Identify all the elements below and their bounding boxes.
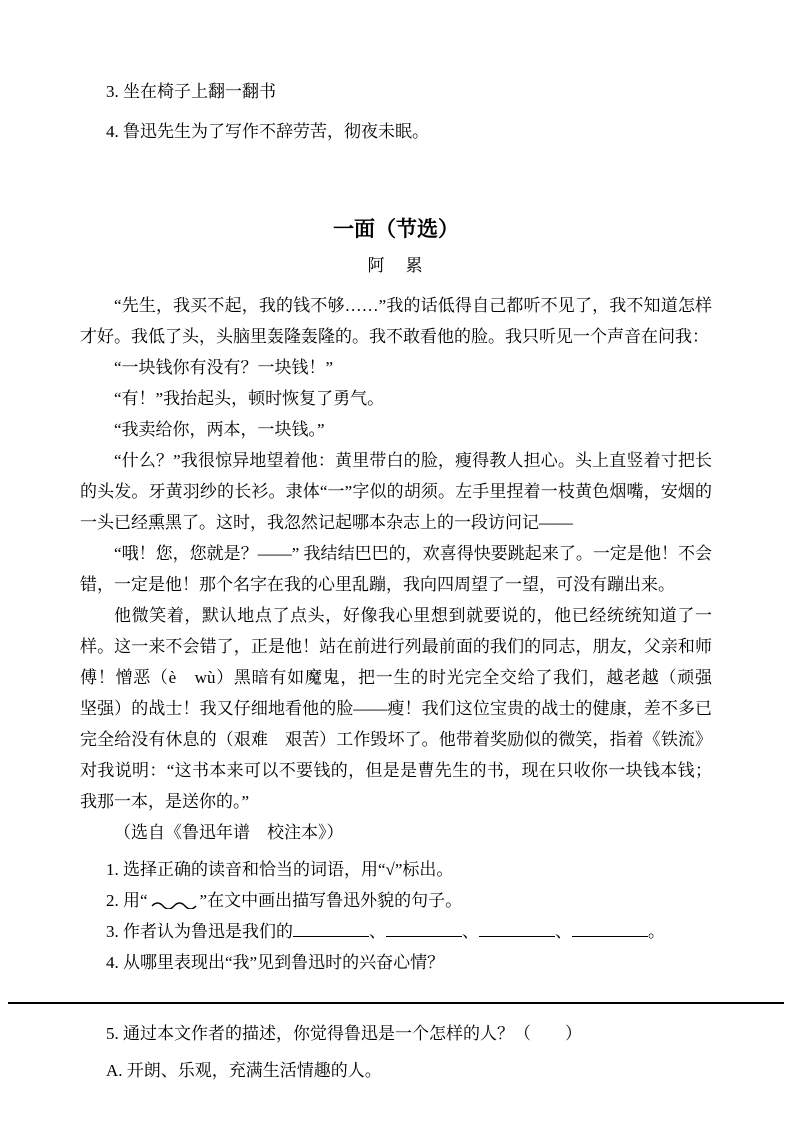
question-2 bbox=[80, 885, 712, 916]
article-paragraph-4: “我卖给你，两本，一块钱。” bbox=[114, 420, 325, 439]
question-4: 4. 从哪里表现出“我”见到鲁迅时的兴奋心情？ bbox=[106, 953, 445, 972]
article-paragraph-3: “有！”我抬起头，顿时恢复了勇气。 bbox=[114, 389, 385, 408]
answer-blank-2 bbox=[386, 922, 462, 937]
answer-blank-1 bbox=[293, 922, 369, 937]
answer-blank-4 bbox=[572, 922, 648, 937]
question-5: 5. 通过本文作者的描述，你觉得鲁迅是一个怎样的人？（ ） bbox=[106, 1024, 582, 1043]
questions-section bbox=[80, 854, 712, 978]
question-2-suffix: ”在文中画出描写鲁迅外貌的句子。 bbox=[199, 891, 463, 910]
question-3-prefix: 3. 作者认为鲁迅是我们的 bbox=[106, 922, 293, 941]
question-1: 1. 选择正确的读音和恰当的词语，用“√”标出。 bbox=[106, 860, 454, 879]
list-separator-1: 、 bbox=[369, 922, 386, 941]
article-title: 一面（节选） bbox=[333, 217, 459, 241]
section-divider bbox=[8, 1002, 784, 1004]
option-a: A. 开朗、乐观，充满生活情趣的人。 bbox=[106, 1061, 382, 1080]
article-paragraph-6: “哦！您，您就是？——” 我结结巴巴的，欢喜得快要跳起来了。一定是他！不会错，一定是他！那个名字在我的心里乱蹦，我向四周望了一望，可没有蹦出来。 bbox=[80, 544, 712, 594]
article-paragraph-1: “先生，我买不起，我的钱不够……”我的话低得自己都听不见了，我不知道怎样才好。我低了头，头脑里轰隆轰隆的。我不敢看他的脸。我只听见一个声音在问我： bbox=[80, 296, 712, 346]
question-2-prefix: 2. 用“ bbox=[106, 891, 148, 910]
article-body bbox=[80, 290, 729, 848]
list-separator-2: 、 bbox=[462, 922, 479, 941]
list-item-4: 4. 鲁迅先生为了写作不辞劳苦，彻夜未眠。 bbox=[106, 122, 429, 141]
wavy-line-icon bbox=[148, 885, 200, 916]
sentence-end: 。 bbox=[648, 922, 665, 941]
article-author: 阿 累 bbox=[367, 256, 425, 275]
answer-blank-3 bbox=[479, 922, 555, 937]
list-separator-3: 、 bbox=[555, 922, 572, 941]
question-3 bbox=[80, 916, 712, 947]
article-source: （选自《鲁迅年谱 校注本》） bbox=[114, 823, 344, 842]
article-paragraph-2: “一块钱你有没有？一块钱！” bbox=[114, 358, 334, 377]
article-paragraph-7: 他微笑着，默认地点了点头，好像我心里想到就要说的，他已经统统知道了一样。这一来不会错了，正是他！站在前进行列最前面的我们的同志，朋友，父亲和师傅！憎恶（è wù）黑暗有如魔鬼，把一生的时光完全交给了我们，越老越（顽强 坚强）的战士！我又仔细地看他的脸——瘦！我们这位宝贵的战士的健康，差不多已完全给没有休息的（艰难 艰苦）工作毁坏了。他带着奖励似的微笑，指着《铁流》对我说明：“这书本来可以不要钱的，但是是曹先生的书，现在只收你一块钱本钱；我那一本，是送你的。” bbox=[80, 606, 729, 811]
article-paragraph-5: “什么？”我很惊异地望着他：黄里带白的脸，瘦得教人担心。头上直竖着寸把长的头发。牙黄羽纱的长衫。隶体“一”字似的胡须。左手里捏着一枝黄色烟嘴，安烟的一头已经熏黑了。这时，我忽然记起哪本杂志上的一段访问记—— bbox=[80, 451, 712, 532]
list-item-3: 3. 坐在椅子上翻一翻书 bbox=[106, 82, 276, 101]
